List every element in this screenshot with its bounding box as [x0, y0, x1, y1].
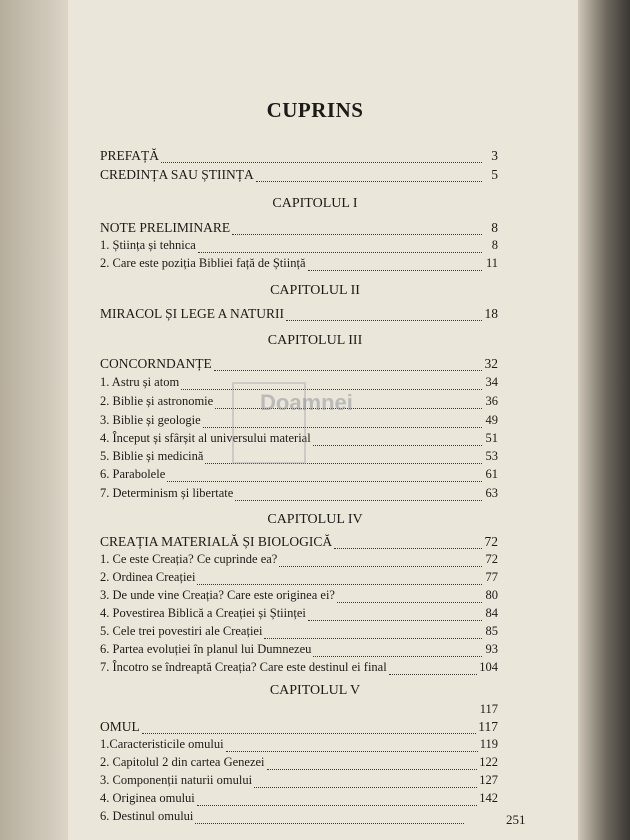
toc-entry-page: 36: [485, 394, 498, 408]
toc-entry: [100, 256, 498, 274]
toc-entry-page: 63: [485, 486, 498, 500]
toc-entry-page: 61: [485, 467, 498, 481]
toc-entry-label: MIRACOL ȘI LEGE A NATURII: [100, 306, 284, 321]
toc-entry-label: 1. Astru și atom: [100, 375, 180, 389]
toc-entry-page: 84: [485, 606, 498, 620]
toc-entry-page: 93: [485, 642, 498, 656]
watermark-text: Doamnei: [260, 390, 353, 415]
toc-entry-page: 119: [479, 737, 498, 751]
dot-leader: [308, 610, 482, 621]
dot-leader: [235, 490, 482, 501]
toc-entry-label: 1.Caracteristicile omului: [100, 737, 224, 751]
toc-entry-page: 117: [479, 702, 498, 716]
toc-entry-label: 3. Componenții naturii omului: [100, 773, 253, 787]
toc-entry-page: 5: [491, 167, 498, 182]
page-number: 251: [506, 812, 526, 827]
toc-entry-label: 5. Cele trei povestiri ale Creației: [100, 624, 263, 638]
toc-entry: [100, 238, 498, 256]
dot-leader: [102, 706, 478, 717]
toc-entry-page: 72: [484, 534, 498, 549]
toc-entry: [100, 534, 498, 552]
dot-leader: [308, 260, 483, 271]
dot-leader: [232, 224, 482, 235]
chapter-heading: CAPITOLUL I: [272, 196, 358, 211]
dot-leader: [279, 556, 482, 567]
toc-entry: [100, 588, 498, 606]
toc-entry-label: 7. Încotro se îndreaptă Creația? Care este destinul ei final: [100, 660, 387, 674]
toc-entry-page: 18: [484, 306, 498, 321]
dot-leader: [197, 574, 482, 585]
dot-leader: [264, 628, 482, 639]
toc-entry: [100, 737, 498, 755]
toc-entry-page: 72: [485, 552, 498, 566]
toc-entry-prefata: [100, 148, 498, 166]
toc-entry-page: 49: [485, 413, 498, 427]
chapter-heading: CAPITOLUL V: [269, 683, 361, 698]
dot-leader: [181, 379, 482, 390]
dot-leader: [198, 242, 482, 253]
toc-entry: [100, 755, 498, 773]
toc-entry-label: 7. Determinism și libertate: [100, 486, 234, 500]
toc-entry: [100, 809, 480, 827]
toc-entry: [100, 660, 498, 678]
toc-entry-page: 142: [479, 791, 498, 805]
toc-entry-label: CREDINȚA SAU ȘTIINȚA: [100, 167, 254, 182]
toc-entry: [100, 467, 498, 485]
toc-entry-page: 51: [485, 431, 498, 445]
toc-entry-label: 3. De unde vine Creația? Care este originea ei?: [100, 588, 335, 602]
toc-entry-label: 6. Parabolele: [100, 467, 166, 481]
chapter-heading: CAPITOLUL IV: [267, 512, 363, 527]
dot-leader: [286, 310, 482, 321]
toc-entry-page: 11: [485, 256, 498, 270]
toc-entry-page: 3: [491, 148, 498, 163]
toc-entry-label: 1. Ce este Creația? Ce cuprinde ea?: [100, 552, 278, 566]
toc-entry-page: 127: [479, 773, 498, 787]
toc-entry-page: 34: [485, 375, 498, 389]
page-title: CUPRINS: [266, 98, 364, 122]
chapter-heading: CAPITOLUL III: [267, 333, 363, 348]
toc-entry-page: 117: [478, 719, 498, 734]
toc-entry-page: 122: [479, 755, 498, 769]
toc-entry: [100, 719, 498, 737]
toc-entry: [100, 773, 498, 791]
dot-leader: [313, 646, 482, 657]
toc-entry-page: 8: [491, 238, 498, 252]
toc-entry: [100, 306, 498, 324]
toc-entry: [100, 702, 498, 720]
toc-entry: [100, 624, 498, 642]
dot-leader: [214, 360, 482, 371]
chapter-heading: CAPITOLUL II: [270, 283, 360, 298]
dot-leader: [161, 152, 482, 163]
toc-entry-page: 77: [485, 570, 498, 584]
page-right-edge: [578, 0, 630, 840]
dot-leader: [142, 723, 477, 734]
toc-entry: [100, 552, 498, 570]
toc-entry-page: 85: [485, 624, 498, 638]
toc-entry-label: CREAȚIA MATERIALĂ ȘI BIOLOGICĂ: [100, 534, 333, 549]
toc-entry-label: 2. Capitolul 2 din cartea Genezei: [100, 755, 265, 769]
toc-entry-page: 80: [485, 588, 498, 602]
toc-entry-label: 5. Biblie și medicină: [100, 449, 204, 463]
toc-entry-page: 53: [485, 449, 498, 463]
toc-entry: [100, 606, 498, 624]
toc-entry-label: NOTE PRELIMINARE: [100, 220, 231, 235]
toc-entry: [100, 642, 498, 660]
toc-entry-page: 8: [491, 220, 498, 235]
toc-entry-label: 2. Care este poziția Bibliei față de Știință: [100, 256, 306, 270]
toc-entry-label: 4. Originea omului: [100, 791, 195, 805]
dot-leader: [389, 664, 478, 675]
watermark-logo: [232, 382, 353, 464]
toc-entry-label: 3. Biblie și geologie: [100, 413, 201, 427]
toc-entry-label: PREFAȚĂ: [100, 148, 160, 163]
dot-leader: [254, 777, 477, 788]
toc-entry-label: 6. Partea evoluției în planul lui Dumnezeu: [100, 642, 312, 656]
toc-entry: [100, 791, 498, 809]
toc-entry: [100, 570, 498, 588]
toc-entry-label: 4. Povestirea Biblică a Creației și Științei: [100, 606, 306, 620]
page-left-edge: [0, 0, 68, 840]
dot-leader: [256, 171, 482, 182]
toc-entry-label: 1. Știința și tehnica: [100, 238, 196, 252]
toc-entry-label: CONCORNDANȚE: [100, 356, 212, 371]
toc-entry-label: OMUL: [100, 719, 140, 734]
toc-entry: [100, 220, 498, 238]
toc-entry-label: 2. Biblie și astronomie: [100, 394, 214, 408]
dot-leader: [334, 538, 482, 549]
dot-leader: [337, 592, 482, 603]
toc-entry-credinta: [100, 167, 498, 185]
toc-entry-label: 2. Ordinea Creației: [100, 570, 196, 584]
dot-leader: [313, 435, 482, 446]
dot-leader: [267, 759, 478, 770]
toc-entry: [100, 356, 498, 374]
toc-entry-page: 104: [479, 660, 498, 674]
toc-entry-label: 4. Început și sfârșit al universului material: [100, 431, 311, 445]
dot-leader: [167, 471, 482, 482]
dot-leader: [226, 741, 478, 752]
toc-entry-page: 32: [484, 356, 498, 371]
dot-leader: [195, 813, 464, 824]
toc-entry-label: 6. Destinul omului: [100, 809, 194, 823]
dot-leader: [197, 795, 477, 806]
toc-entry: [100, 486, 498, 504]
